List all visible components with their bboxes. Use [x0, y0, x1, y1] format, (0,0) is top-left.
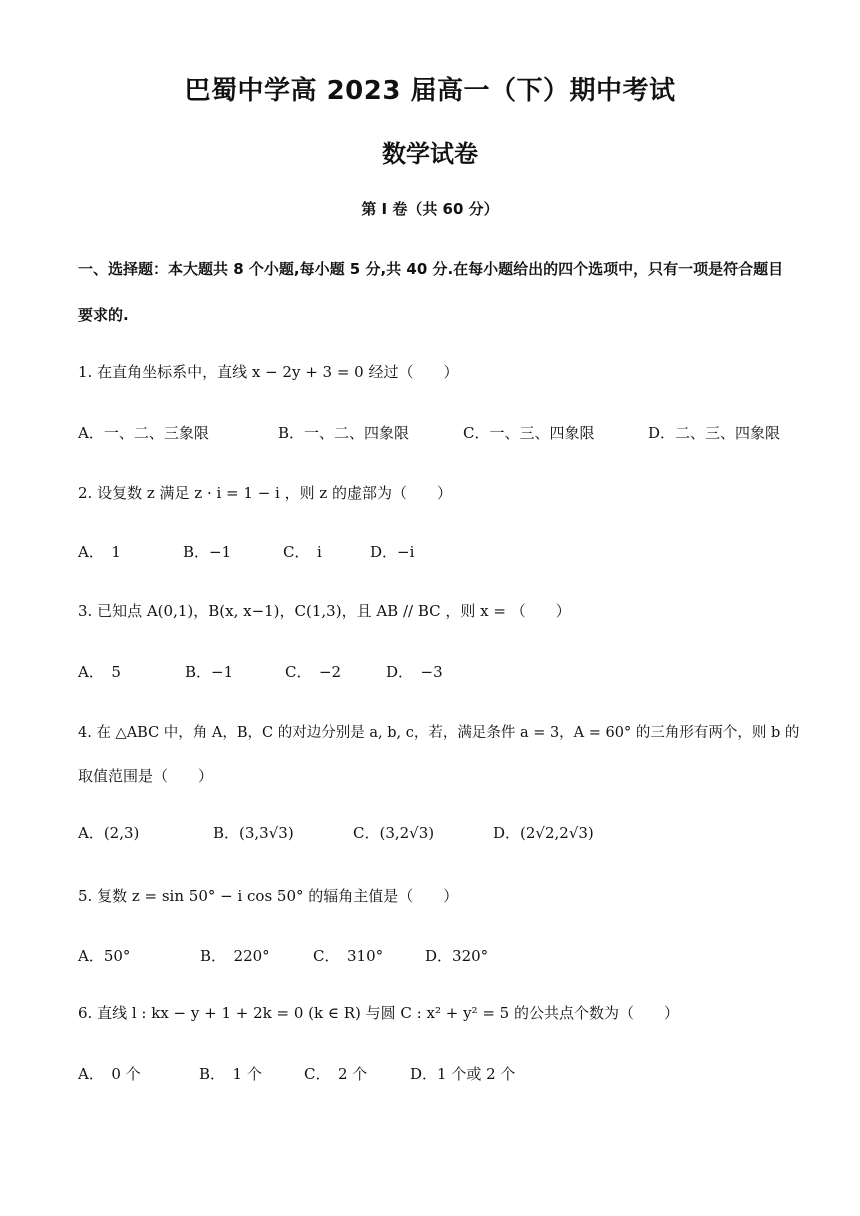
question-1-option-b: B．一、二、四象限 — [278, 424, 410, 442]
question-5-option-a: A．50° — [78, 947, 131, 965]
question-5-option-c: C． 310° — [313, 947, 384, 965]
question-4-option-a: A．(2,3) — [78, 824, 140, 842]
volume-heading: 第 I 卷（共 60 分） — [361, 200, 499, 218]
question-3-option-b: B．−1 — [185, 663, 234, 681]
question-4-option-b: B．(3,3√3) — [213, 824, 294, 842]
question-2-option-d: D．−i — [370, 543, 415, 561]
question-2-stem: 2. 设复数 z 满足 z · i = 1 − i ，则 z 的虚部为（ ） — [78, 484, 453, 502]
exam-title: 巴蜀中学高 2023 届高一（下）期中考试 — [184, 76, 676, 106]
question-1-stem: 1. 在直角坐标系中，直线 x − 2y + 3 = 0 经过（ ） — [78, 363, 459, 381]
section-heading-line2: 要求的. — [78, 306, 129, 324]
question-4-option-d: D．(2√2,2√3) — [493, 824, 594, 842]
question-1-option-a: A．一、二、三象限 — [78, 424, 209, 442]
section-heading-line1: 一、选择题：本大题共 8 个小题,每小题 5 分,共 40 分.在每小题给出的四个选项中，只有一项是符合题目 — [78, 260, 784, 278]
question-4-stem-line2: 取值范围是（ ） — [78, 767, 214, 785]
question-6-option-a: A． 0 个 — [78, 1065, 141, 1083]
question-6-stem: 6. 直线 l : kx − y + 1 + 2k = 0 (k ∈ R) 与圆 C : x² + y² = 5 的公共点个数为（ ） — [78, 1004, 679, 1022]
question-6-option-d: D．1 个或 2 个 — [410, 1065, 516, 1083]
question-3-option-a: A． 5 — [78, 663, 121, 681]
question-6-option-c: C． 2 个 — [304, 1065, 368, 1083]
exam-subject: 数学试卷 — [382, 140, 478, 168]
question-5-option-b: B． 220° — [200, 947, 270, 965]
question-5-stem: 5. 复数 z = sin 50° − i cos 50° 的辐角主值是（ ） — [78, 887, 459, 905]
question-2-option-a: A． 1 — [78, 543, 121, 561]
question-6-option-b: B． 1 个 — [199, 1065, 262, 1083]
question-3-option-c: C． −2 — [285, 663, 342, 681]
question-4-stem-line1: 4. 在 △ABC 中，角 A，B，C 的对边分别是 a, b, c，若，满足条件 a = 3，A = 60° 的三角形有两个，则 b 的 — [78, 725, 800, 741]
question-2-option-c: C． i — [283, 543, 322, 561]
question-1-option-c: C．一、三、四象限 — [463, 424, 595, 442]
question-5-option-d: D．320° — [425, 947, 489, 965]
question-1-option-d: D．二、三、四象限 — [648, 424, 781, 442]
question-2-option-b: B．−1 — [183, 543, 232, 561]
question-3-stem: 3. 已知点 A(0,1)，B(x, x−1)，C(1,3)，且 AB // BC ，则 x = （ ） — [78, 602, 571, 620]
question-3-option-d: D． −3 — [386, 663, 443, 681]
question-4-option-c: C．(3,2√3) — [353, 824, 435, 842]
